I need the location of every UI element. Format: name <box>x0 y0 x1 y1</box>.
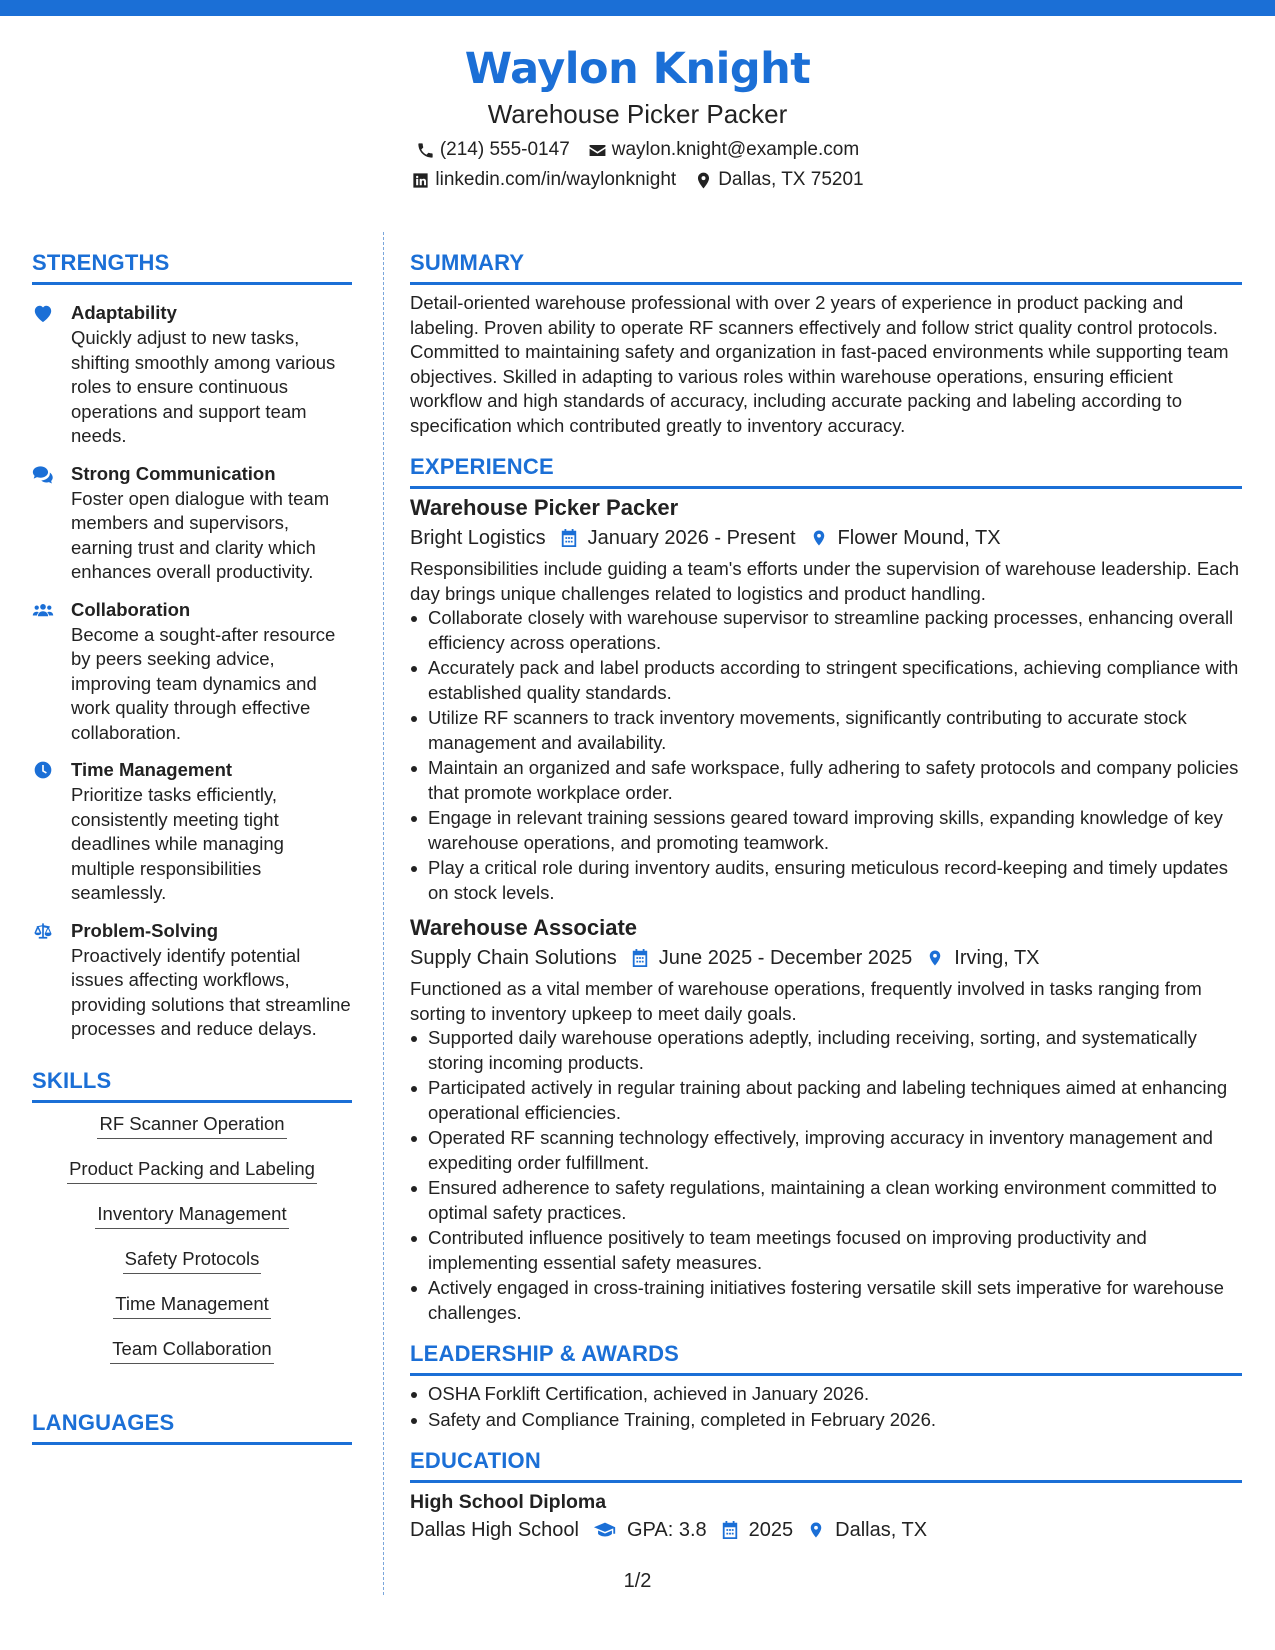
job-bullets <box>410 1026 1242 1325</box>
job-location: Flower Mound, TX <box>837 527 1001 549</box>
strengths-heading: STRENGTHS <box>32 250 170 275</box>
strengths-rule <box>32 282 352 285</box>
candidate-name: Waylon Knight <box>464 44 811 94</box>
calendar-icon <box>631 948 649 968</box>
job-entry <box>410 493 1242 905</box>
job-dates: June 2025 - December 2025 <box>658 947 913 969</box>
right-column <box>410 248 1242 1545</box>
job-meta <box>410 523 1242 553</box>
strength-title: Time Management <box>71 759 233 780</box>
bullet-item: Maintain an organized and safe workspace, fully adhering to safety protocols and company policies that promote workplace order. <box>410 756 1242 805</box>
bullet-item: Play a critical role during inventory audits, ensuring meticulous record-keeping and timely updates on stock levels. <box>410 856 1242 905</box>
job-location: Irving, TX <box>954 947 1040 969</box>
skill-item: RF Scanner Operation <box>97 1111 286 1139</box>
calendar-icon <box>560 528 578 548</box>
phone-item <box>416 135 570 165</box>
resume-header <box>0 40 1275 195</box>
leadership-list <box>410 1382 1242 1432</box>
languages-rule <box>32 1442 352 1445</box>
phone-icon <box>416 141 435 160</box>
strength-title: Adaptability <box>71 302 177 323</box>
education-heading: EDUCATION <box>410 1448 541 1473</box>
job-meta <box>410 943 1242 973</box>
languages-section <box>32 1408 352 1445</box>
email-text[interactable]: waylon.knight@example.com <box>611 139 860 160</box>
education-section <box>410 1446 1242 1545</box>
left-column <box>32 248 352 1445</box>
skill-item: Team Collaboration <box>110 1336 273 1364</box>
skills-section <box>32 1066 352 1364</box>
strengths-section <box>32 248 352 1042</box>
heart-icon <box>32 303 54 323</box>
leadership-section <box>410 1339 1242 1432</box>
school-location: Dallas, TX <box>835 1519 928 1541</box>
summary-section <box>410 248 1242 438</box>
job-company: Supply Chain Solutions <box>410 947 617 969</box>
strength-desc: Foster open dialogue with team members and supervisors, earning trust and clarity which enhances overall productivity. <box>71 487 330 582</box>
comments-icon <box>32 464 54 484</box>
education-meta <box>410 1515 1242 1545</box>
bullet-item: Utilize RF scanners to track inventory movements, significantly contributing to accurate stock management and availability. <box>410 706 1242 755</box>
bullet-item: Contributed influence positively to team meetings focused on improving productivity and implementing essential safety measures. <box>410 1226 1242 1275</box>
experience-rule <box>410 486 1242 489</box>
map-marker-icon <box>926 948 944 968</box>
skill-item: Inventory Management <box>95 1201 288 1229</box>
bullet-item: Operated RF scanning technology effectively, improving accuracy in inventory management and expediting order fulfillment. <box>410 1126 1242 1175</box>
map-marker-icon <box>807 1520 825 1540</box>
leadership-heading: LEADERSHIP & AWARDS <box>410 1341 680 1366</box>
strength-desc: Become a sought-after resource by peers seeking advice, improving team dynamics and work quality through effective collaboration. <box>71 623 336 743</box>
map-marker-icon <box>694 171 713 190</box>
map-marker-icon <box>810 528 828 548</box>
experience-section <box>410 452 1242 1325</box>
linkedin-item[interactable] <box>411 165 676 195</box>
job-dates: January 2026 - Present <box>587 527 796 549</box>
bullet-item: Engage in relevant training sessions geared toward improving skills, expanding knowledge of key warehouse operations, and promoting teamwork. <box>410 806 1242 855</box>
strength-desc: Proactively identify potential issues affecting workflows, providing solutions that streamline processes and reduce delays. <box>71 944 351 1039</box>
strength-title: Problem-Solving <box>71 919 218 941</box>
bullet-item: Collaborate closely with warehouse supervisor to streamline packing processes, enhancing overall efficiency across operations. <box>410 606 1242 655</box>
strength-item <box>32 757 352 906</box>
skills-rule <box>32 1100 352 1103</box>
job-intro: Functioned as a vital member of warehouse operations, frequently involved in tasks ranging from sorting to inventory upkeep to meet daily goals. <box>410 978 1202 1024</box>
skill-item: Product Packing and Labeling <box>67 1156 317 1184</box>
strength-desc: Prioritize tasks efficiently, consistently meeting tight deadlines while managing multiple responsibilities seamlessly. <box>71 784 284 903</box>
strength-title: Strong Communication <box>71 462 276 484</box>
location-text: Dallas, TX 75201 <box>718 169 864 190</box>
balance-scale-icon <box>32 921 54 941</box>
linkedin-text[interactable]: linkedin.com/in/waylonknight <box>435 169 677 190</box>
strength-title: Collaboration <box>71 598 191 620</box>
strength-desc: Quickly adjust to new tasks, shifting smoothly among various roles to ensure continuous operations and support team needs. <box>71 327 336 446</box>
degree-title: High School Diploma <box>410 1491 607 1513</box>
skill-item: Time Management <box>113 1291 271 1319</box>
experience-heading: EXPERIENCE <box>410 454 554 479</box>
strength-item <box>32 597 352 746</box>
graduation-cap-icon <box>593 1520 617 1540</box>
skill-item: Safety Protocols <box>123 1246 262 1274</box>
bullet-item: Ensured adherence to safety regulations, maintaining a clean working environment committed to optimal safety practices. <box>410 1176 1242 1225</box>
bullet-item: Supported daily warehouse operations adeptly, including receiving, sorting, and systematically storing incoming products. <box>410 1026 1242 1075</box>
skills-heading: SKILLS <box>32 1067 112 1093</box>
phone-text: (214) 555-0147 <box>439 139 570 160</box>
education-rule <box>410 1480 1242 1483</box>
school-name: Dallas High School <box>410 1519 579 1541</box>
gpa-text: GPA: 3.8 <box>626 1519 707 1541</box>
job-bullets <box>410 606 1242 905</box>
award-item: Safety and Compliance Training, completed in February 2026. <box>410 1408 1242 1433</box>
award-item: OSHA Forklift Certification, achieved in January 2026. <box>410 1382 1242 1407</box>
linkedin-icon <box>411 171 430 190</box>
leadership-rule <box>410 1373 1242 1376</box>
summary-text: Detail-oriented warehouse professional with over 2 years of experience in product packing and labeling. Proven ability to operate RF scanners effectively and follow strict quality control protocols. Committed to maintaining safety and organization in fast-paced environments while supporting team objectives. Skilled in adapting to various roles within warehouse operations, ensuring efficient workflow and high standards of accuracy, including accurate packing and labeling according to specification which contributed greatly to inventory accuracy. <box>410 292 1229 436</box>
job-company: Bright Logistics <box>410 527 546 549</box>
top-accent-bar <box>0 0 1275 16</box>
summary-rule <box>410 282 1242 285</box>
bullet-item: Accurately pack and label products according to stringent specifications, achieving compliance with established quality standards. <box>410 656 1242 705</box>
summary-heading: SUMMARY <box>410 250 525 275</box>
page-number: 1/2 <box>623 1570 652 1592</box>
skills-list <box>32 1111 352 1364</box>
strength-item <box>32 300 352 449</box>
bullet-item: Participated actively in regular training about packing and labeling techniques aimed at enhancing operational efficiencies. <box>410 1076 1242 1125</box>
column-divider <box>383 232 384 1595</box>
job-title: Warehouse Picker Packer <box>410 495 679 520</box>
languages-heading: LANGUAGES <box>32 1409 175 1435</box>
strength-item <box>32 461 352 585</box>
bullet-item: Actively engaged in cross-training initiatives fostering versatile skill sets imperative for warehouse challenges. <box>410 1276 1242 1325</box>
job-intro: Responsibilities include guiding a team's efforts under the supervision of warehouse leadership. Each day brings unique challenges related to logistics and product handling. <box>410 558 1239 604</box>
contact-row-2 <box>0 165 1275 195</box>
strength-item <box>32 918 352 1042</box>
job-entry <box>410 913 1242 1325</box>
candidate-title: Warehouse Picker Packer <box>487 99 788 129</box>
users-icon <box>32 600 54 620</box>
calendar-icon <box>721 1520 739 1540</box>
graduation-year: 2025 <box>748 1519 794 1541</box>
contact-row-1 <box>0 135 1275 165</box>
clock-icon <box>32 760 54 780</box>
location-item <box>694 165 863 195</box>
envelope-icon <box>588 141 607 160</box>
email-item[interactable] <box>588 135 859 165</box>
job-title: Warehouse Associate <box>410 915 638 940</box>
